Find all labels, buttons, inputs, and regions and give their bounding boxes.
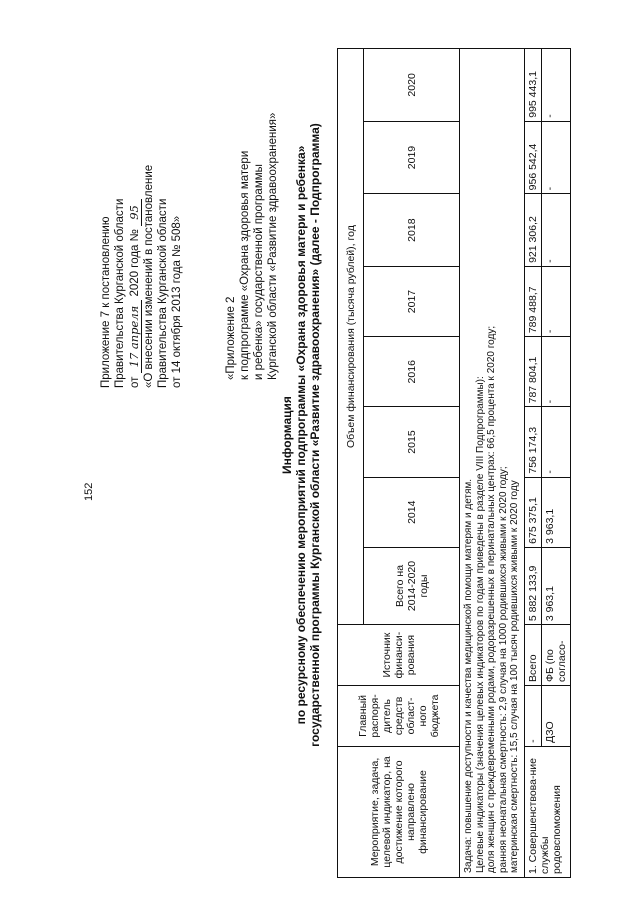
value-cell: 5 882 133,9 xyxy=(524,547,541,624)
document-heading xyxy=(280,55,322,815)
appendix-7-line: «О внесении изменений в постановление xyxy=(143,164,155,388)
source-cell: Всего xyxy=(524,625,541,686)
appendix-2-line: и ребенка» государственной программы xyxy=(253,164,265,380)
value-cell: 921 306,2 xyxy=(524,194,541,267)
page-number: 152 xyxy=(83,482,95,501)
value-cell: - xyxy=(541,121,570,194)
header-measure: Мероприятие, задача, целевой индикатор, на достижение которого направлено финансирование xyxy=(338,746,460,877)
appendix-7-date-line xyxy=(127,165,142,388)
appendix-7-line: Правительства Курганской области xyxy=(114,198,126,388)
heading-title: Информация xyxy=(280,396,294,474)
appendix-2-line: «Приложение 2 xyxy=(225,296,237,380)
date-prefix: от xyxy=(129,376,141,388)
value-cell: - xyxy=(541,337,570,407)
manager-cell: - xyxy=(524,686,541,747)
appendix-2-line: Курганской области «Развитие здравоохранения» xyxy=(267,112,279,380)
heading-subtitle: по ресурсному обеспечению мероприятий подпрограммы «Охрана здоровья матери и ребенка» xyxy=(294,145,308,725)
header-year: 2014 xyxy=(364,477,460,547)
handwritten-date: 17 апреля xyxy=(127,300,142,374)
header-year: 2017 xyxy=(364,266,460,336)
header-year: 2015 xyxy=(364,407,460,477)
header-year: 2016 xyxy=(364,337,460,407)
appendix-2-line: к подпрограмме «Охрана здоровья матери xyxy=(239,150,251,380)
date-year: 2020 года № xyxy=(129,229,141,297)
header-year: 2019 xyxy=(364,121,460,194)
source-cell: ФБ (по согласо- xyxy=(541,625,570,686)
header-volume: Объем финансирования (тысяча рублей), год xyxy=(338,49,364,625)
task-line: Целевые индикаторы (значения целевых индикаторов по годам приведены в разделе VIII Подпрограммы): xyxy=(474,376,486,873)
appendix-7-line: от 14 октября 2013 года № 508» xyxy=(171,215,183,388)
header-year: 2020 xyxy=(364,49,460,122)
manager-cell: ДЗО xyxy=(541,686,570,747)
value-cell: 995 443,1 xyxy=(524,49,541,122)
task-row xyxy=(460,49,525,878)
value-cell: - xyxy=(541,49,570,122)
header-total: Всего на 2014-2020 годы xyxy=(364,547,460,624)
task-line: Задача: повышение доступности и качества медицинской помощи матерям и детям. xyxy=(463,478,474,873)
header-source: Источник финанси-рования xyxy=(338,625,460,686)
value-cell: 3 963,1 xyxy=(541,477,570,547)
appendix-7-block xyxy=(99,165,184,388)
measure-cell: 1. Совершенствова-ние службы родовспоможения xyxy=(524,746,570,877)
heading-subtitle: государственной программы Курганской области «Развитие здравоохранения» (далее - Подпрограмма) xyxy=(308,123,322,747)
funding-table xyxy=(337,48,571,878)
task-line: материнская смертность: 15,5 случая на 100 тысяч родившихся живыми к 2020 году xyxy=(509,480,520,873)
task-line: ранняя неонатальная смертность: 2,9 случая на 1000 родившихся живыми к 2020 году; xyxy=(497,466,509,873)
value-cell: - xyxy=(541,266,570,336)
appendix-7-line: Приложение 7 к постановлению xyxy=(100,216,112,388)
value-cell: - xyxy=(541,407,570,477)
value-cell: 756 174,3 xyxy=(524,407,541,477)
value-cell: 3 963,1 xyxy=(541,547,570,624)
value-cell: 789 488,7 xyxy=(524,266,541,336)
header-year: 2018 xyxy=(364,194,460,267)
value-cell: - xyxy=(541,194,570,267)
value-cell: 675 375,1 xyxy=(524,477,541,547)
appendix-7-line: Правительства Курганской области xyxy=(157,198,169,388)
value-cell: 956 542,4 xyxy=(524,121,541,194)
value-cell: 787 804,1 xyxy=(524,337,541,407)
appendix-2-block xyxy=(224,113,280,380)
task-line: доля женщин с преждевременными родами, родоразрешенных в перинатальных центрах: 66,5 процента к 2020 году; xyxy=(486,325,497,873)
handwritten-number: 95 xyxy=(127,199,142,226)
header-manager: Главный распоря-дитель средств област-ного бюджета xyxy=(338,686,460,747)
